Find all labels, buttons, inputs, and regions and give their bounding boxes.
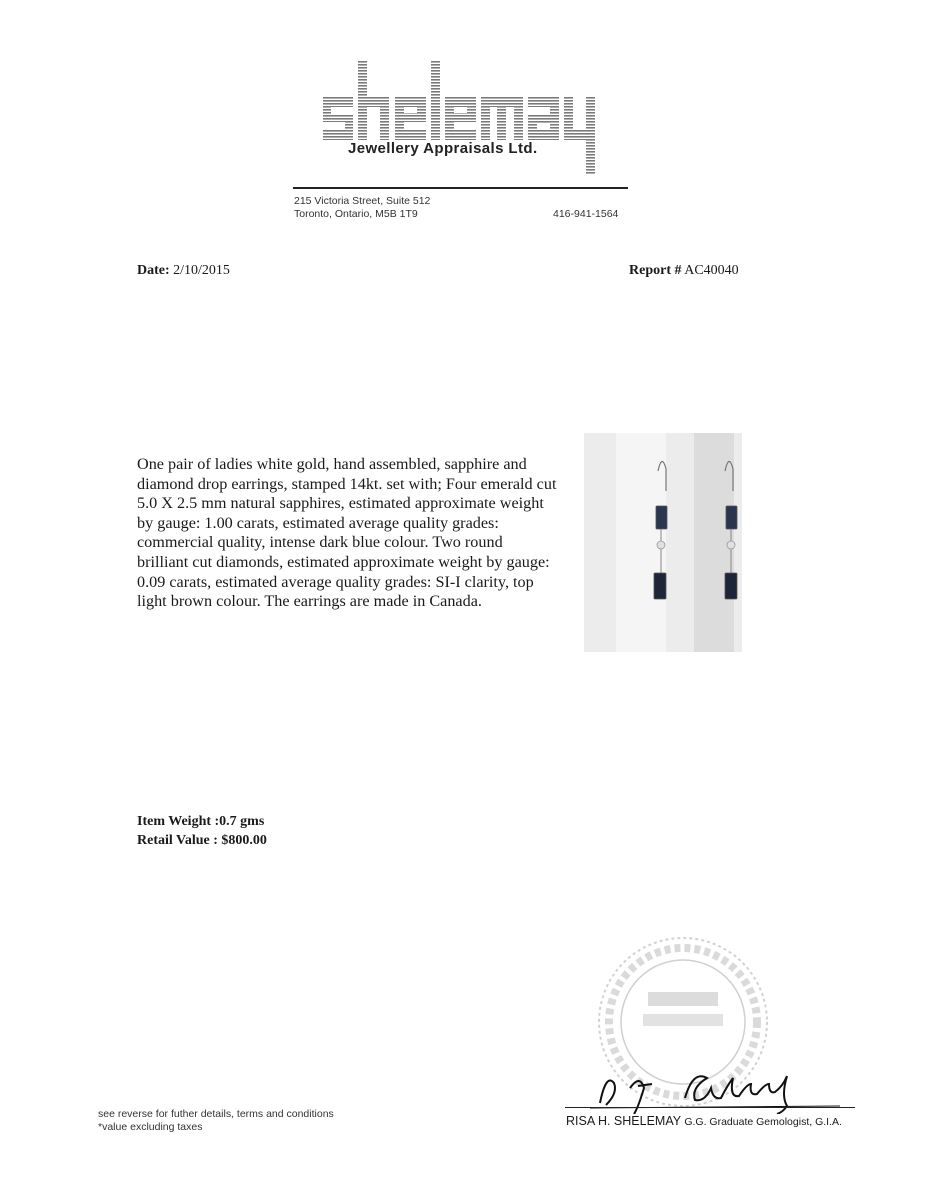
retail-value: Retail Value : $800.00: [137, 833, 267, 848]
signer-title: G.G. Graduate Gemologist, G.I.A.: [684, 1116, 842, 1128]
report-value: AC40040: [684, 263, 739, 278]
signer-name: RISA H. SHELEMAY: [566, 1114, 681, 1128]
report-date: [137, 263, 230, 279]
date-value: 2/10/2015: [173, 263, 230, 278]
company-logo: [318, 52, 608, 177]
company-subtitle: Jewellery Appraisals Ltd.: [348, 140, 538, 157]
report-number: [629, 263, 739, 279]
phone-number: 416-941-1564: [553, 208, 619, 220]
tax-footnote: *value excluding taxes: [98, 1121, 203, 1133]
signature-line: [565, 1107, 855, 1108]
address-street: 215 Victoria Street, Suite 512: [294, 195, 431, 207]
report-label: Report #: [629, 263, 682, 278]
header-divider: [293, 187, 628, 189]
terms-footnote: see reverse for futher details, terms and conditions: [98, 1108, 334, 1120]
item-weight: Item Weight :0.7 gms: [137, 814, 265, 829]
address-city: Toronto, Ontario, M5B 1T9: [294, 208, 418, 220]
date-label: Date:: [137, 263, 170, 278]
handwritten-signature: [590, 1058, 850, 1114]
earrings-photo: [576, 433, 754, 652]
signer: [566, 1114, 842, 1128]
item-description: One pair of ladies white gold, hand assembled, sapphire and diamond drop earrings, stamped 14kt. set with; Four emerald cut 5.0 X 2.5 mm natural sapphires, estimated approximate weight by gauge: 1.00 carats, estimated average quality grades: commercial quality, intense dark blue colour. Two round brilliant cut diamonds, estimated approximate weight by gauge: 0.09 carats, estimated average quality grades: SI-I clarity, top light brown colour. The earrings are made in Canada.: [137, 455, 557, 611]
